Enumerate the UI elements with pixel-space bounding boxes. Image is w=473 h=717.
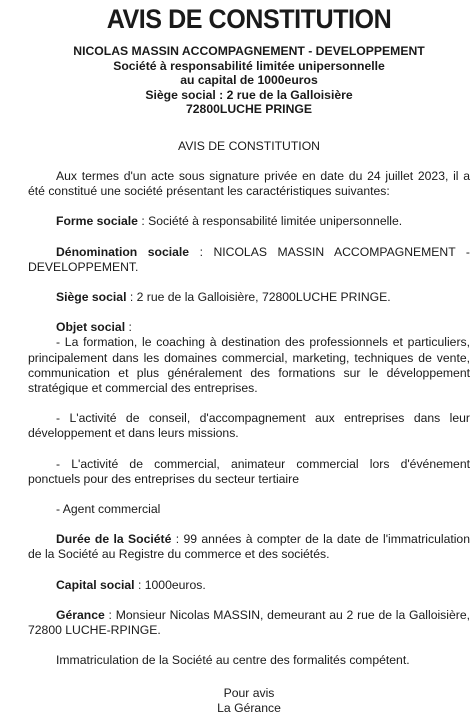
capital-paragraph — [28, 578, 470, 593]
notice-title: AVIS DE CONSTITUTION — [106, 4, 392, 34]
objet-item: - L'activité de conseil, d'accompagnement aux entreprises dans leur développement et dans leurs missions. — [28, 411, 470, 441]
denomination-paragraph — [28, 245, 470, 275]
forme-label: Forme sociale — [56, 214, 138, 229]
objet-item: - La formation, le coaching à destination des professionnels et particuliers, principalement dans les domaines commercial, marketing, techniques de vente, communication et plus généralement des formations sur le développement stratégique et commercial des entreprises. — [28, 335, 470, 395]
notice-subtitle: AVIS DE CONSTITUTION — [178, 138, 320, 153]
forme-value: : Société à responsabilité limitée unipersonnelle. — [137, 214, 403, 229]
siege-label: Siège social — [56, 289, 127, 304]
denomination-label: Dénomination sociale — [56, 244, 190, 259]
company-siege: Siège social : 2 rue de la Galloisière — [145, 87, 353, 102]
intro-paragraph: Aux termes d'un acte sous signature privée en date du 24 juillet 2023, il a été constitué une société présentant les caractéristiques suivantes: — [28, 168, 470, 199]
gerance-label: Gérance — [56, 607, 105, 622]
gerance-value: : Monsieur Nicolas MASSIN, demeurant au 2 rue de la Galloisière, 72800 LUCHE-RPINGE. — [28, 607, 470, 638]
siege-value: : 2 rue de la Galloisière, 72800LUCHE PRINGE. — [126, 289, 391, 304]
objet-item: - L'activité de commercial, animateur commercial lors d'événement ponctuels pour des entreprises du secteur tertiaire — [28, 456, 470, 486]
gerance-paragraph — [28, 608, 470, 638]
objet-heading — [28, 320, 470, 335]
signature-line-2: La Gérance — [217, 701, 281, 716]
denomination-value: : NICOLAS MASSIN ACCOMPAGNEMENT - DEVELOPPEMENT. — [28, 244, 470, 274]
capital-label: Capital social — [56, 577, 135, 592]
signature-block — [28, 686, 470, 715]
capital-value: : 1000euros. — [134, 577, 206, 592]
company-capital: au capital de 1000euros — [180, 73, 318, 88]
duree-paragraph — [28, 532, 470, 562]
objet-label: Objet social — [56, 320, 126, 335]
siege-paragraph — [28, 290, 470, 305]
company-header — [28, 44, 470, 117]
signature-line-1: Pour avis — [223, 686, 275, 701]
duree-value: : 99 années à compter de la date de l'immatriculation de la Société au Registre du commerce et des sociétés. — [28, 532, 470, 562]
company-name: NICOLAS MASSIN ACCOMPAGNEMENT - DEVELOPPEMENT — [73, 44, 425, 58]
objet-suffix: : — [125, 320, 132, 335]
company-type: Société à responsabilité limitée unipersonnelle — [113, 58, 385, 73]
objet-item: - Agent commercial — [56, 502, 161, 517]
duree-label: Durée de la Société — [56, 532, 172, 547]
company-city: 72800LUCHE PRINGE — [186, 102, 312, 117]
forme-paragraph — [28, 214, 470, 229]
immatriculation-paragraph: Immatriculation de la Société au centre des formalités compétent. — [56, 653, 410, 668]
